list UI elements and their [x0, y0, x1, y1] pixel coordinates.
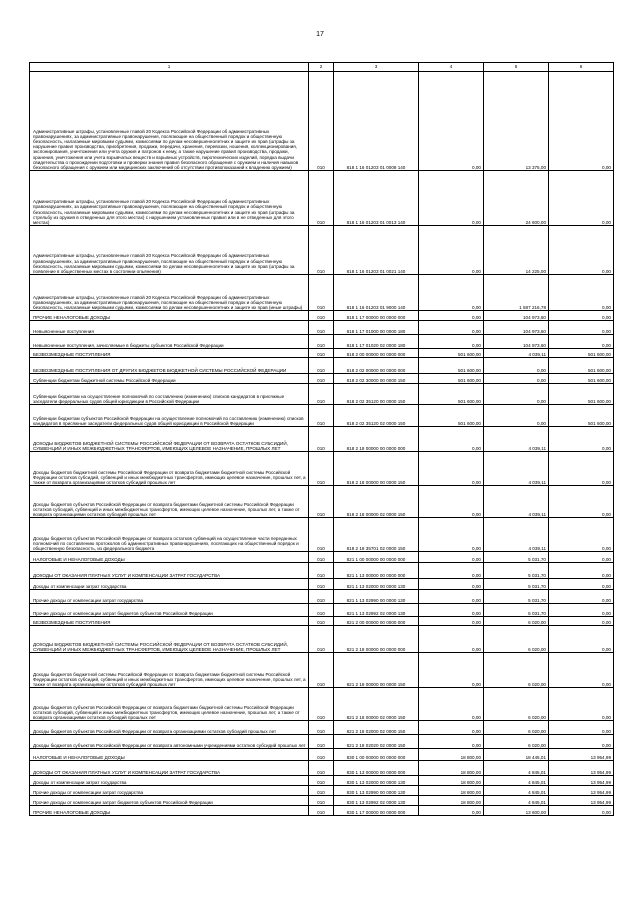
row-col6-cell: 0,00: [549, 604, 614, 617]
row-kbk-cell: 821 2 18 02020 02 0000 150: [334, 735, 419, 749]
row-col5-cell: 1 587 216,78: [484, 275, 549, 311]
row-name-cell: Доходы бюджетов бюджетной системы Российской Федерации от возврата бюджетами бюджетной системы Российской Федерации остатков субсидий, субвенций и иных межбюджетных трансфертов, имеющих целевое назначение, прошлых лет, а также от возврата организациями остатков субсидий прошлых лет: [30, 653, 309, 688]
row-kbk-cell: 821 2 00 00000 00 0000 000: [334, 617, 419, 626]
row-col6-cell: 0,00: [549, 321, 614, 335]
row-col4-cell: 0,00: [419, 688, 484, 721]
revenue-table: [29, 62, 614, 816]
row-code-cell: 010: [309, 688, 334, 721]
row-code-cell: 010: [309, 653, 334, 688]
row-code-cell: 010: [309, 579, 334, 590]
row-code-cell: 010: [309, 171, 334, 226]
row-kbk-cell: 830 1 13 02992 02 0000 130: [334, 796, 419, 806]
row-kbk-cell: 821 1 13 02000 00 0000 130: [334, 579, 419, 590]
table-row: [30, 384, 614, 405]
row-kbk-cell: 830 1 13 00000 00 0000 000: [334, 761, 419, 776]
row-code-cell: 010: [309, 275, 334, 311]
row-name-cell: ПРОЧИЕ НЕНАЛОГОВЫЕ ДОХОДЫ: [30, 311, 309, 321]
row-col6-cell: 501 600,00: [549, 374, 614, 384]
row-name-cell: Доходы бюджетов субъектов Российской Федерации от возврата организациями остатков субсидий прошлых лет: [30, 721, 309, 735]
row-col5-cell: 14 225,00: [484, 226, 549, 275]
row-col4-cell: 0,00: [419, 171, 484, 226]
row-kbk-cell: 818 2 18 00000 02 0000 150: [334, 486, 419, 518]
row-col5-cell: 4 845,01: [484, 761, 549, 776]
table-row: [30, 688, 614, 721]
row-kbk-cell: 830 1 13 02990 00 0000 130: [334, 786, 419, 796]
row-col4-cell: 501 600,00: [419, 349, 484, 358]
row-name-cell: ДОХОДЫ БЮДЖЕТОВ БЮДЖЕТНОЙ СИСТЕМЫ РОССИЙСКОЙ ФЕДЕРАЦИИ ОТ ВОЗВРАТА ОСТАТКОВ СУБСИДИЙ, СУБВЕНЦИЙ И ИНЫХ МЕЖБЮДЖЕТНЫХ ТРАНСФЕРТОВ, ИМЕЮЩИХ ЦЕЛЕВОЕ НАЗНАЧЕНИЕ, ПРОШЛЫХ ЛЕТ: [30, 427, 309, 452]
row-name-cell: Невыясненные поступления: [30, 321, 309, 335]
row-col6-cell: 0,00: [549, 427, 614, 452]
row-name-cell: Субвенции бюджетам бюджетной системы Российской Федерации: [30, 374, 309, 384]
row-col5-cell: 4 845,01: [484, 796, 549, 806]
row-code-cell: 010: [309, 721, 334, 735]
row-col5-cell: 0,00: [484, 405, 549, 427]
row-col6-cell: 0,00: [549, 226, 614, 275]
row-kbk-cell: 821 2 18 00000 02 0000 150: [334, 688, 419, 721]
row-kbk-cell: 818 1 17 00000 00 0000 000: [334, 311, 419, 321]
row-kbk-cell: 830 1 17 00000 00 0000 000: [334, 806, 419, 816]
row-kbk-cell: 818 1 16 01203 01 9000 140: [334, 275, 419, 311]
row-name-cell: Прочие доходы от компенсации затрат государства: [30, 590, 309, 604]
row-col6-cell: 0,00: [549, 617, 614, 626]
table-row: [30, 563, 614, 579]
row-name-cell: Доходы от компенсации затрат государства: [30, 579, 309, 590]
header-col-1: 1: [30, 63, 309, 72]
table-row: [30, 761, 614, 776]
row-kbk-cell: 818 2 02 35120 00 0000 150: [334, 384, 419, 405]
row-kbk-cell: 818 2 02 00000 00 0000 000: [334, 358, 419, 374]
row-kbk-cell: 830 1 13 02000 00 0000 130: [334, 776, 419, 786]
row-col4-cell: 501 600,00: [419, 405, 484, 427]
row-kbk-cell: 818 1 17 01000 00 0000 180: [334, 321, 419, 335]
table-row: [30, 518, 614, 552]
row-kbk-cell: 821 1 13 02990 00 0000 130: [334, 590, 419, 604]
header-col-6: 6: [549, 63, 614, 72]
row-name-cell: Административные штрафы, установленные главой 20 Кодекса Российской Федерации об административных правонарушениях, за административные правонарушения, посягающие на общественный порядок и общественную безопасность, налагаемые мировыми судьями, комиссиями по делам несовершеннолетних и защите их прав (штрафы за появление в общественных местах в состоянии опьянения): [30, 226, 309, 275]
table-row: [30, 452, 614, 486]
table-row: [30, 335, 614, 349]
row-col5-cell: 18 445,01: [484, 749, 549, 761]
row-col5-cell: 4 845,01: [484, 786, 549, 796]
row-kbk-cell: 818 2 18 00000 00 0000 000: [334, 427, 419, 452]
row-col6-cell: 501 600,00: [549, 349, 614, 358]
row-col5-cell: 0,00: [484, 374, 549, 384]
row-name-cell: БЕЗВОЗМЕЗДНЫЕ ПОСТУПЛЕНИЯ: [30, 349, 309, 358]
row-col4-cell: 0,00: [419, 311, 484, 321]
table-row: [30, 617, 614, 626]
row-code-cell: 010: [309, 617, 334, 626]
row-col5-cell: 5 031,70: [484, 590, 549, 604]
row-col5-cell: 104 973,60: [484, 311, 549, 321]
row-col4-cell: 0,00: [419, 653, 484, 688]
table-row: [30, 171, 614, 226]
row-code-cell: 010: [309, 563, 334, 579]
row-col4-cell: 18 800,00: [419, 786, 484, 796]
row-col5-cell: 0,00: [484, 384, 549, 405]
row-col5-cell: 24 600,00: [484, 171, 549, 226]
row-name-cell: Доходы бюджетов субъектов Российской Федерации от возврата бюджетами бюджетной системы Российской Федерации остатков субсидий, субвенций и иных межбюджетных трансфертов, имеющих целевое назначение, прошлых лет, а также от возврата организациями остатков субсидий прошлых лет: [30, 486, 309, 518]
row-col6-cell: 0,00: [549, 688, 614, 721]
row-col4-cell: 18 800,00: [419, 761, 484, 776]
row-col5-cell: 4 039,11: [484, 486, 549, 518]
row-code-cell: 010: [309, 552, 334, 563]
row-kbk-cell: 818 1 16 01203 01 0021 140: [334, 226, 419, 275]
row-col6-cell: 13 954,99: [549, 761, 614, 776]
row-code-cell: 010: [309, 735, 334, 749]
row-name-cell: БЕЗВОЗМЕЗДНЫЕ ПОСТУПЛЕНИЯ ОТ ДРУГИХ БЮДЖЕТОВ БЮДЖЕТНОЙ СИСТЕМЫ РОССИЙСКОЙ ФЕДЕРАЦИИ: [30, 358, 309, 374]
row-col5-cell: 6 020,00: [484, 617, 549, 626]
row-code-cell: 010: [309, 486, 334, 518]
row-code-cell: 010: [309, 358, 334, 374]
table-row: [30, 735, 614, 749]
row-code-cell: 010: [309, 349, 334, 358]
row-col4-cell: 0,00: [419, 518, 484, 552]
row-code-cell: 010: [309, 776, 334, 786]
row-col5-cell: 6 020,00: [484, 688, 549, 721]
row-col6-cell: 0,00: [549, 626, 614, 653]
row-code-cell: 010: [309, 321, 334, 335]
header-row: [30, 63, 614, 72]
row-col5-cell: 4 039,11: [484, 518, 549, 552]
row-col6-cell: 501 600,00: [549, 405, 614, 427]
row-col4-cell: 0,00: [419, 806, 484, 816]
header-col-5: 5: [484, 63, 549, 72]
row-col4-cell: 0,00: [419, 721, 484, 735]
row-code-cell: 010: [309, 761, 334, 776]
row-col4-cell: 18 800,00: [419, 776, 484, 786]
row-col5-cell: 4 039,11: [484, 452, 549, 486]
row-col6-cell: 0,00: [549, 486, 614, 518]
table-row: [30, 806, 614, 816]
row-col4-cell: 0,00: [419, 335, 484, 349]
row-kbk-cell: 821 1 13 00000 00 0000 000: [334, 563, 419, 579]
row-col4-cell: 0,00: [419, 617, 484, 626]
row-col6-cell: 0,00: [549, 563, 614, 579]
table-body: [30, 72, 614, 816]
page-number: 17: [316, 31, 324, 38]
row-col5-cell: 13 375,00: [484, 72, 549, 171]
row-col5-cell: 5 031,70: [484, 604, 549, 617]
row-kbk-cell: 821 2 18 00000 00 0000 150: [334, 653, 419, 688]
table-row: [30, 311, 614, 321]
row-kbk-cell: 830 1 00 00000 00 0000 000: [334, 749, 419, 761]
row-col5-cell: 4 845,01: [484, 776, 549, 786]
header-col-2: 2: [309, 63, 334, 72]
row-code-cell: 010: [309, 518, 334, 552]
row-col6-cell: 0,00: [549, 590, 614, 604]
table-row: [30, 776, 614, 786]
row-kbk-cell: 821 2 18 00000 00 0000 000: [334, 626, 419, 653]
row-code-cell: 010: [309, 226, 334, 275]
row-name-cell: Прочие доходы от компенсации затрат государства: [30, 786, 309, 796]
row-col6-cell: 0,00: [549, 452, 614, 486]
table-row: [30, 626, 614, 653]
row-kbk-cell: 818 1 16 01203 01 0008 140: [334, 72, 419, 171]
row-code-cell: 010: [309, 335, 334, 349]
table-row: [30, 552, 614, 563]
row-col4-cell: 0,00: [419, 590, 484, 604]
row-col6-cell: 0,00: [549, 518, 614, 552]
row-kbk-cell: 818 1 17 01020 02 0000 180: [334, 335, 419, 349]
row-col6-cell: 0,00: [549, 552, 614, 563]
row-code-cell: 010: [309, 626, 334, 653]
row-name-cell: БЕЗВОЗМЕЗДНЫЕ ПОСТУПЛЕНИЯ: [30, 617, 309, 626]
row-name-cell: Прочие доходы от компенсации затрат бюджетов субъектов Российской Федерации: [30, 796, 309, 806]
row-col6-cell: 0,00: [549, 311, 614, 321]
row-name-cell: НАЛОГОВЫЕ И НЕНАЛОГОВЫЕ ДОХОДЫ: [30, 552, 309, 563]
row-col4-cell: 0,00: [419, 427, 484, 452]
row-col5-cell: 6 020,00: [484, 626, 549, 653]
table-row: [30, 604, 614, 617]
row-code-cell: 010: [309, 806, 334, 816]
row-code-cell: 010: [309, 427, 334, 452]
row-name-cell: ДОХОДЫ ОТ ОКАЗАНИЯ ПЛАТНЫХ УСЛУГ И КОМПЕНСАЦИИ ЗАТРАТ ГОСУДАРСТВА: [30, 761, 309, 776]
row-col6-cell: 0,00: [549, 72, 614, 171]
row-code-cell: 010: [309, 72, 334, 171]
row-col6-cell: 0,00: [549, 806, 614, 816]
table-row: [30, 786, 614, 796]
row-name-cell: Доходы бюджетов субъектов Российской Федерации от возврата бюджетами бюджетной системы Российской Федерации остатков субсидий, субвенций и иных межбюджетных трансфертов, имеющих целевое назначение, прошлых лет, а также от возврата организациями остатков субсидий прошлых лет: [30, 688, 309, 721]
row-name-cell: Субвенции бюджетам субъектов Российской Федерации на осуществление полномочий по составлению (изменению) списков кандидатов в присяжные заседатели федеральных судов общей юрисдикции в Российской Федерации: [30, 405, 309, 427]
row-name-cell: Доходы бюджетов субъектов Российской Федерации от возврата остатков субвенций на осуществление части переданных полномочий по составлению протоколов об административных правонарушениях, посягающих на общественный порядок и общественную безопасность, из федерального бюджета: [30, 518, 309, 552]
table-row: [30, 579, 614, 590]
row-kbk-cell: 818 1 16 01203 01 0013 140: [334, 171, 419, 226]
row-col5-cell: 0,00: [484, 358, 549, 374]
row-kbk-cell: 818 2 02 30000 00 0000 150: [334, 374, 419, 384]
row-col6-cell: 0,00: [549, 653, 614, 688]
row-col4-cell: 501 600,00: [419, 358, 484, 374]
table-row: [30, 349, 614, 358]
table-row: [30, 486, 614, 518]
row-col4-cell: 0,00: [419, 579, 484, 590]
table-row: [30, 226, 614, 275]
row-code-cell: 010: [309, 374, 334, 384]
row-code-cell: 010: [309, 311, 334, 321]
row-col6-cell: 0,00: [549, 579, 614, 590]
row-code-cell: 010: [309, 405, 334, 427]
row-col6-cell: 0,00: [549, 735, 614, 749]
row-col5-cell: 104 973,60: [484, 321, 549, 335]
row-col5-cell: 4 039,11: [484, 427, 549, 452]
row-col6-cell: 13 954,99: [549, 786, 614, 796]
row-name-cell: Субвенции бюджетам на осуществление полномочий по составлению (изменению) списков кандидатов в присяжные заседатели федеральных судов общей юрисдикции в Российской Федерации: [30, 384, 309, 405]
row-col4-cell: 0,00: [419, 72, 484, 171]
table-row: [30, 427, 614, 452]
row-col6-cell: 0,00: [549, 721, 614, 735]
row-code-cell: 010: [309, 384, 334, 405]
row-col4-cell: 0,00: [419, 275, 484, 311]
row-col6-cell: 501 600,00: [549, 384, 614, 405]
row-col5-cell: 104 973,60: [484, 335, 549, 349]
row-col4-cell: 0,00: [419, 226, 484, 275]
row-name-cell: Доходы бюджетов субъектов Российской Федерации от возврата автономными учреждениями остатков субсидий прошлых лет: [30, 735, 309, 749]
row-code-cell: 010: [309, 786, 334, 796]
row-col5-cell: 5 031,70: [484, 552, 549, 563]
table-row: [30, 590, 614, 604]
row-col5-cell: 6 020,00: [484, 721, 549, 735]
row-col4-cell: 0,00: [419, 321, 484, 335]
table-row: [30, 653, 614, 688]
row-col6-cell: 0,00: [549, 335, 614, 349]
row-col5-cell: 6 020,00: [484, 735, 549, 749]
row-kbk-cell: 818 2 02 35120 02 0000 150: [334, 405, 419, 427]
row-col4-cell: 0,00: [419, 604, 484, 617]
row-col6-cell: 501 600,00: [549, 358, 614, 374]
row-kbk-cell: 821 1 13 02992 02 0000 130: [334, 604, 419, 617]
row-col4-cell: 0,00: [419, 735, 484, 749]
row-code-cell: 010: [309, 452, 334, 486]
table-row: [30, 749, 614, 761]
row-code-cell: 010: [309, 749, 334, 761]
row-col4-cell: 18 800,00: [419, 749, 484, 761]
row-col4-cell: 0,00: [419, 626, 484, 653]
row-col5-cell: 5 031,70: [484, 579, 549, 590]
row-name-cell: Прочие доходы от компенсации затрат бюджетов субъектов Российской Федерации: [30, 604, 309, 617]
row-col5-cell: 6 020,00: [484, 653, 549, 688]
row-name-cell: НАЛОГОВЫЕ И НЕНАЛОГОВЫЕ ДОХОДЫ: [30, 749, 309, 761]
table-row: [30, 72, 614, 171]
row-code-cell: 010: [309, 604, 334, 617]
table-row: [30, 721, 614, 735]
row-col4-cell: 0,00: [419, 486, 484, 518]
table-row: [30, 796, 614, 806]
row-code-cell: 010: [309, 796, 334, 806]
row-name-cell: Административные штрафы, установленные главой 20 Кодекса Российской Федерации об административных правонарушениях, за административные правонарушения, посягающие на общественный порядок и общественную безопасность, налагаемые мировыми судьями, комиссиями по делам несовершеннолетних и защите их прав (штрафы за нарушение правил производства, приобретения, продажи, передачи, хранения, перевозки, ношения, коллекционирования, экспонирования, уничтожения или учета оружия и патронов к нему, а также нарушение правил производства, продажи, хранения, уничтожения или учета взрывчатых веществ и взрывных устройств, пиротехнических изделий, порядка выдачи свидетельства о прохождении подготовки и проверки знания правил безопасного обращения с оружием и наличия навыков безопасного обращения с оружием или медицинских заключений об отсутствии противопоказаний к владению оружием): [30, 72, 309, 171]
row-kbk-cell: 818 2 00 00000 00 0000 000: [334, 349, 419, 358]
row-col5-cell: 4 039,11: [484, 349, 549, 358]
row-col5-cell: 5 031,70: [484, 563, 549, 579]
header-col-4: 4: [419, 63, 484, 72]
row-name-cell: ДОХОДЫ ОТ ОКАЗАНИЯ ПЛАТНЫХ УСЛУГ И КОМПЕНСАЦИИ ЗАТРАТ ГОСУДАРСТВА: [30, 563, 309, 579]
table-row: [30, 358, 614, 374]
row-col4-cell: 0,00: [419, 552, 484, 563]
row-col6-cell: 0,00: [549, 171, 614, 226]
table-row: [30, 374, 614, 384]
row-name-cell: ДОХОДЫ БЮДЖЕТОВ БЮДЖЕТНОЙ СИСТЕМЫ РОССИЙСКОЙ ФЕДЕРАЦИИ ОТ ВОЗВРАТА ОСТАТКОВ СУБСИДИЙ, СУБВЕНЦИЙ И ИНЫХ МЕЖБЮДЖЕТНЫХ ТРАНСФЕРТОВ, ИМЕЮЩИХ ЦЕЛЕВОЕ НАЗНАЧЕНИЕ, ПРОШЛЫХ ЛЕТ: [30, 626, 309, 653]
row-col4-cell: 501 600,00: [419, 374, 484, 384]
row-name-cell: Невыясненные поступления, зачисляемые в бюджеты субъектов Российской Федерации: [30, 335, 309, 349]
header-col-3: 3: [334, 63, 419, 72]
row-name-cell: Доходы бюджетов бюджетной системы Российской Федерации от возврата бюджетами бюджетной системы Российской Федерации остатков субсидий, субвенций и иных межбюджетных трансфертов, имеющих целевое назначение, прошлых лет, а также от возврата организациями остатков субсидий прошлых лет: [30, 452, 309, 486]
row-col6-cell: 13 954,99: [549, 776, 614, 786]
row-col5-cell: 13 600,00: [484, 806, 549, 816]
row-name-cell: Доходы от компенсации затрат государства: [30, 776, 309, 786]
table-row: [30, 275, 614, 311]
row-code-cell: 010: [309, 590, 334, 604]
row-col6-cell: 13 954,99: [549, 796, 614, 806]
row-kbk-cell: 821 2 18 02000 02 0000 150: [334, 721, 419, 735]
row-kbk-cell: 821 1 00 00000 00 0000 000: [334, 552, 419, 563]
row-kbk-cell: 818 2 18 35701 02 0000 150: [334, 518, 419, 552]
row-name-cell: ПРОЧИЕ НЕНАЛОГОВЫЕ ДОХОДЫ: [30, 806, 309, 816]
row-name-cell: Административные штрафы, установленные главой 20 Кодекса Российской Федерации об административных правонарушениях, за административные правонарушения, посягающие на общественный порядок и общественную безопасность, налагаемые мировыми судьями, комиссиями по делам несовершеннолетних и защите их прав (штрафы за стрельбу из оружия в отведенных для этого местах) с нарушением установленных правил или в не отведенных для этого местах): [30, 171, 309, 226]
row-col4-cell: 18 800,00: [419, 796, 484, 806]
row-col6-cell: 0,00: [549, 275, 614, 311]
table-row: [30, 321, 614, 335]
row-name-cell: Административные штрафы, установленные главой 20 Кодекса Российской Федерации об административных правонарушениях, за административные правонарушения, посягающие на общественный порядок и общественную безопасность, налагаемые мировыми судьями, комиссиями по делам несовершеннолетних и защите их прав (иные штрафы): [30, 275, 309, 311]
row-col6-cell: 13 954,99: [549, 749, 614, 761]
table-row: [30, 405, 614, 427]
row-kbk-cell: 818 2 18 00000 00 0000 150: [334, 452, 419, 486]
row-col4-cell: 0,00: [419, 452, 484, 486]
row-col4-cell: 501 600,00: [419, 384, 484, 405]
row-col4-cell: 0,00: [419, 563, 484, 579]
